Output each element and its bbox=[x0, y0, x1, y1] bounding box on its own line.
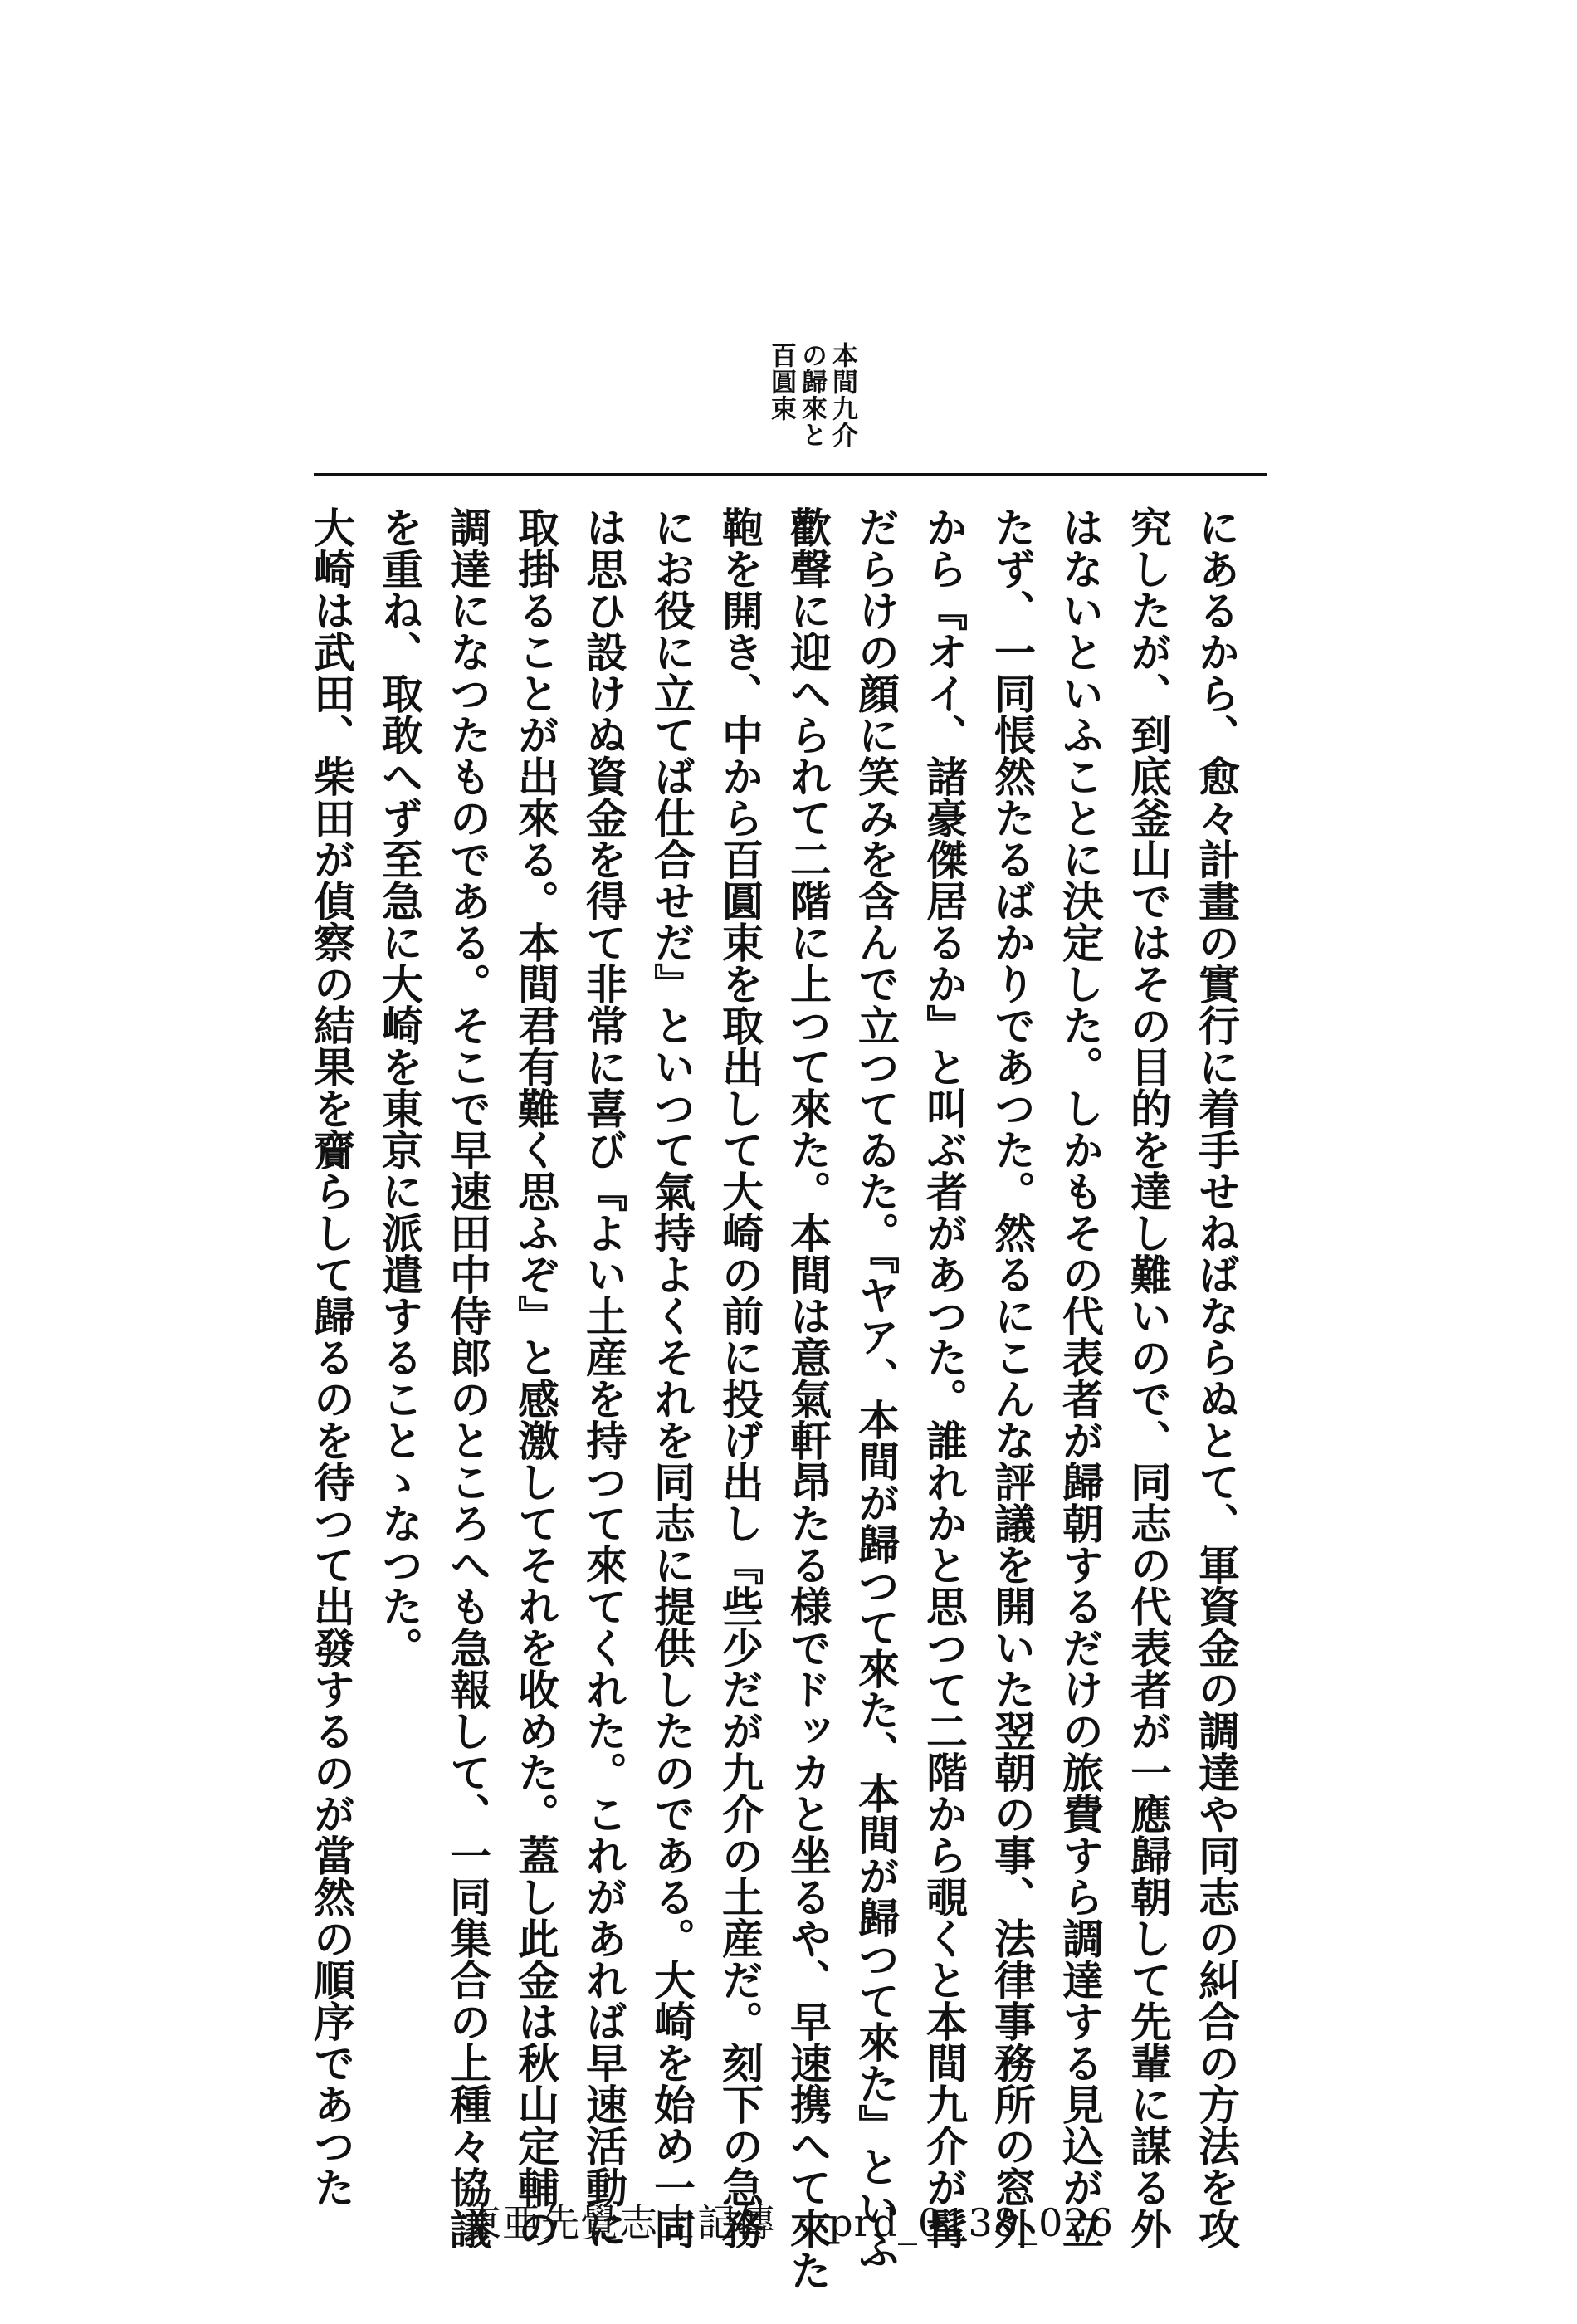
text-column: 究したが、到底釜山ではその目的を達し難いので、同志の代表者が一應歸朝して先輩に謀る外 bbox=[1124, 506, 1173, 2249]
text-column: を重ね、取敢へず至急に大崎を東京に派遣することゝなつた。 bbox=[375, 506, 424, 1668]
header-rule bbox=[314, 473, 1267, 476]
text-column: 取掛ることが出來る。本間君有難く思ふぞ』と感激してそれを收めた。蓋し此金は秋山定輔の bbox=[511, 506, 560, 2249]
text-column: にお役に立てば仕合せだ』といつて氣持よくそれを同志に提供したのである。大崎を始め一同 bbox=[647, 506, 696, 2249]
text-column: から『オイ、諸豪傑居るか』と叫ぶ者があつた。誰れかと思つて二階から覗くと本間九介が髯 bbox=[920, 506, 969, 2249]
headnote-line: 百圓束 bbox=[766, 342, 796, 422]
text-column: 鞄を開き、中から百圓束を取出して大崎の前に投げ出し『些少だが九介の土産だ。刻下の急務 bbox=[715, 506, 764, 2249]
footer-code: prd_0138_026 bbox=[828, 2200, 1114, 2245]
text-column: だらけの顔に笑みを含んで立つてゐた。『ヤア、本間が歸つて來た、本間が歸つて來た』といふ bbox=[852, 506, 901, 2270]
text-column: にあるから、愈々計畫の實行に着手せねばならぬとて、軍資金の調達や同志の糾合の方法を攻 bbox=[1192, 506, 1241, 2249]
headnote-line: の歸來と bbox=[797, 342, 827, 448]
text-column: 調達になつたものである。そこで早速田中侍郎のところへも急報して、一同集合の上種々協議 bbox=[443, 506, 492, 2249]
text-column: 大崎は武田、柴田が偵察の結果を齎らして歸るのを待つて出發するのが當然の順序であつた bbox=[307, 506, 356, 2208]
text-column: たず、一同悵然たるばかりであつた。然るにこんな評議を開いた翌朝の事、法律事務所の窓外 bbox=[988, 506, 1037, 2249]
headnote-line: 本間九介 bbox=[828, 342, 857, 448]
page-footer bbox=[0, 2198, 1577, 2248]
text-column: 歡聲に迎へられて二階に上つて來た。本間は意氣軒昂たる様でドッカと坐るや、早速携へて來た bbox=[784, 506, 832, 2291]
footer-title: 東亜先覺志士記傳 bbox=[463, 2200, 776, 2245]
text-column: は思ひ設けぬ資金を得て非常に喜び『よい土産を持つて來てくれた。これがあれば早速活動に bbox=[579, 506, 628, 2249]
margin-headnote bbox=[765, 342, 857, 450]
text-column: はないといふことに決定した。しかもその代表者が歸朝するだけの旅費すら調達する見込が立 bbox=[1056, 506, 1105, 2249]
